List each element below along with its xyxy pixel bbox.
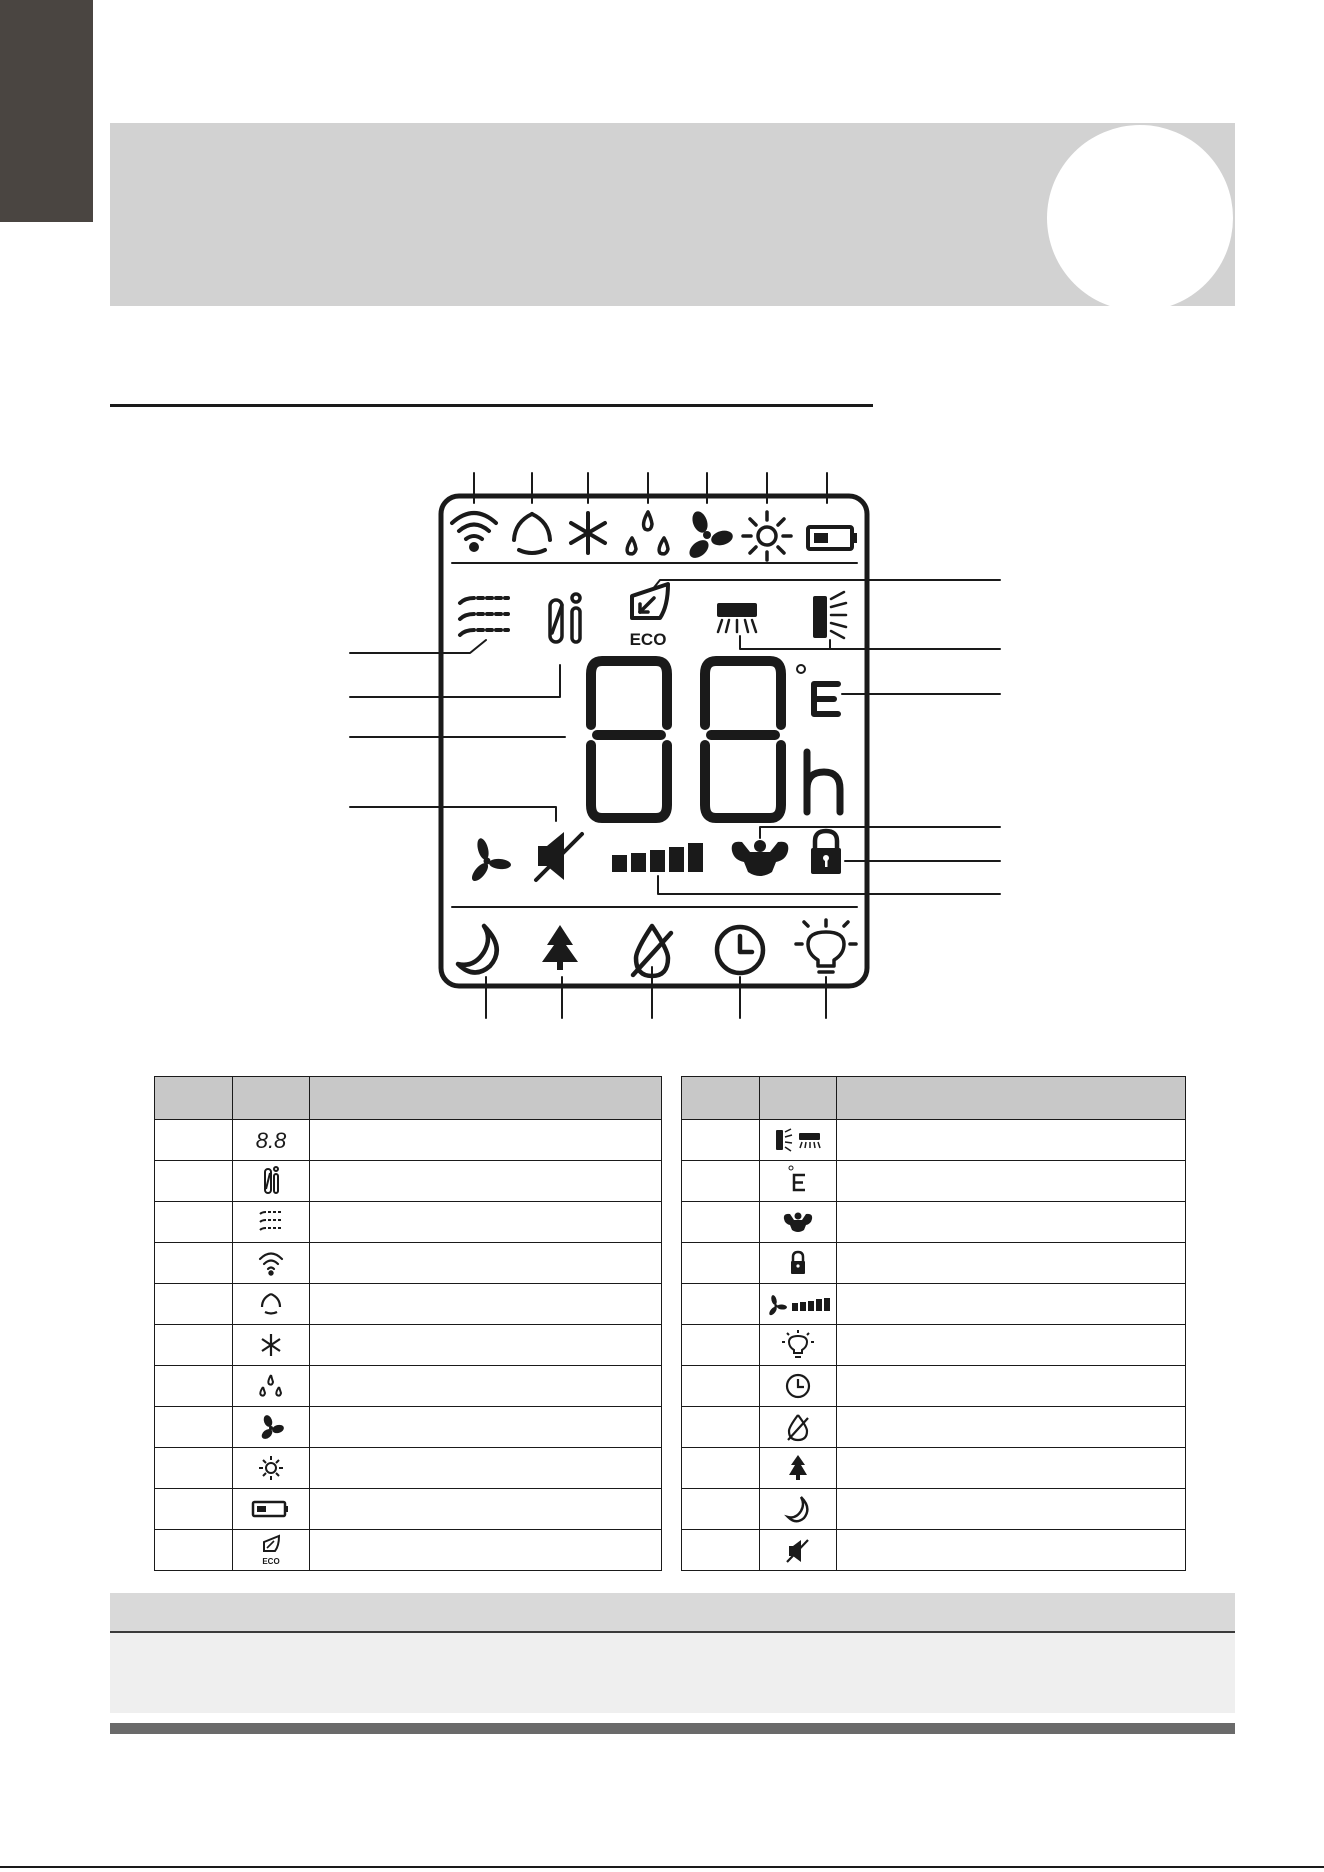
swing-lines-icon xyxy=(234,1203,308,1241)
cool-mode-icon xyxy=(234,1326,308,1364)
fan-mode-icon xyxy=(234,1408,308,1446)
turbo-icon xyxy=(732,840,789,876)
battery-icon xyxy=(808,527,857,549)
table-row xyxy=(155,1202,662,1243)
fan-speed-icon xyxy=(761,1285,835,1323)
sleep-icon xyxy=(458,926,497,973)
thermometer-icon xyxy=(550,594,580,642)
tree-icon xyxy=(542,925,578,970)
cool-mode-icon xyxy=(571,513,605,553)
turbo-icon xyxy=(761,1203,835,1241)
table-row xyxy=(682,1243,1186,1284)
fan-mode-icon xyxy=(686,509,734,561)
timer-icon xyxy=(717,927,763,973)
light-icon xyxy=(761,1326,835,1364)
table-row xyxy=(682,1448,1186,1489)
mute-icon xyxy=(536,832,582,880)
table-row xyxy=(155,1161,662,1202)
dry-mode-icon xyxy=(627,512,668,554)
swing-lines-icon xyxy=(460,598,508,635)
table-row xyxy=(155,1284,662,1325)
bottom-rule xyxy=(110,1723,1235,1734)
table-row xyxy=(682,1325,1186,1366)
louver-icon xyxy=(813,592,846,638)
tree-icon xyxy=(761,1449,835,1487)
wifi-icon xyxy=(234,1244,308,1282)
table-row xyxy=(682,1161,1186,1202)
note-header xyxy=(110,1593,1235,1633)
louver-icon xyxy=(761,1121,835,1159)
thermometer-icon xyxy=(234,1162,308,1200)
eco-icon xyxy=(630,584,668,649)
wifi-icon xyxy=(452,513,496,550)
table-row xyxy=(155,1489,662,1530)
svg-text:ECO: ECO xyxy=(629,630,667,649)
table-row xyxy=(682,1366,1186,1407)
table-row xyxy=(155,1448,662,1489)
lcd-legend-table-right xyxy=(681,1076,1186,1571)
auto-mode-icon xyxy=(234,1285,308,1323)
lock-icon xyxy=(811,831,841,874)
table-row xyxy=(155,1366,662,1407)
eco-icon xyxy=(234,1531,308,1569)
table-row xyxy=(682,1120,1186,1161)
auto-mode-icon xyxy=(514,514,550,553)
heat-mode-icon xyxy=(234,1449,308,1487)
table-row xyxy=(682,1284,1186,1325)
table-row xyxy=(155,1530,662,1571)
table-row xyxy=(155,1120,662,1161)
lcd-frame xyxy=(441,496,867,986)
lcd-legend-table-left xyxy=(154,1076,662,1571)
table-row xyxy=(682,1489,1186,1530)
degree-mark xyxy=(797,665,805,673)
mute-icon xyxy=(761,1531,835,1569)
fan-speed-bars xyxy=(612,843,703,872)
battery-icon xyxy=(234,1490,308,1528)
footer-rule xyxy=(0,1866,1324,1868)
indoor-unit-icon xyxy=(717,603,757,632)
main-digits xyxy=(591,661,781,818)
table-row xyxy=(682,1407,1186,1448)
table-row xyxy=(682,1202,1186,1243)
unit-e-icon xyxy=(814,684,838,714)
note-body xyxy=(110,1633,1235,1713)
table-header-row xyxy=(155,1077,662,1120)
dry-mode-icon xyxy=(234,1367,308,1405)
sleep-icon xyxy=(761,1490,835,1528)
unit-icon xyxy=(761,1162,835,1200)
light-icon xyxy=(796,920,856,972)
fan-icon xyxy=(469,837,511,884)
table-row xyxy=(682,1530,1186,1571)
table-row xyxy=(155,1243,662,1284)
table-header-row xyxy=(682,1077,1186,1120)
table-row xyxy=(155,1407,662,1448)
timer-icon xyxy=(761,1367,835,1405)
heat-mode-icon xyxy=(743,512,791,560)
digits-icon xyxy=(234,1121,308,1159)
no-dry-icon xyxy=(761,1408,835,1446)
table-row xyxy=(155,1325,662,1366)
hour-unit-icon xyxy=(807,752,840,812)
lock-icon xyxy=(761,1244,835,1282)
